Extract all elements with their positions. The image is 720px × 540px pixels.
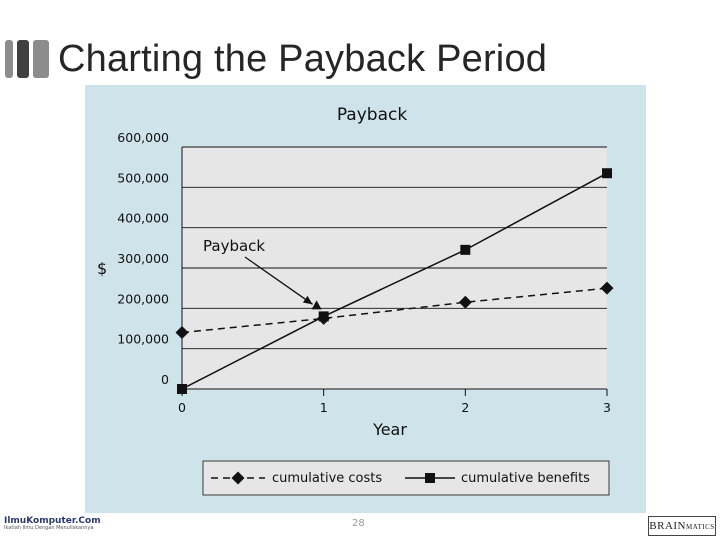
payback-chart [85, 85, 646, 513]
x-tick-label: 2 [461, 400, 470, 415]
payback-annotation-label: Payback [203, 237, 266, 255]
data-point [460, 245, 470, 255]
y-tick-label: 400,000 [117, 210, 169, 226]
y-tick-label: 100,000 [117, 331, 169, 347]
accent-bar-3 [33, 40, 49, 78]
accent-bar-2 [17, 40, 29, 78]
data-point [602, 168, 612, 178]
slide-title: Charting the Payback Period [58, 38, 548, 80]
accent-bar-1 [5, 40, 13, 78]
footer-right-logo-main: BRAIN [649, 520, 687, 532]
x-axis-label: Year [373, 420, 407, 439]
y-tick-label: 200,000 [117, 291, 169, 307]
data-point [319, 311, 329, 321]
legend-costs-label: cumulative costs [272, 471, 383, 486]
footer-right-logo [648, 516, 716, 536]
legend-benefits-label: cumulative benefits [461, 471, 590, 486]
footer-left-logo-text: IlmuKomputer.Com [4, 516, 101, 526]
footer-left-tagline: Ikatlah Ilmu Dengan Menuliskannya [4, 525, 94, 531]
page-number: 28 [352, 518, 365, 529]
y-axis-label: $ [97, 259, 108, 278]
y-tick-label: 500,000 [117, 170, 169, 186]
data-point [177, 384, 187, 394]
x-tick-label: 0 [178, 400, 186, 415]
y-tick-label: 300,000 [117, 251, 169, 266]
legend-benefits-marker [425, 473, 435, 483]
footer-right-logo-suffix: MATICS [686, 523, 715, 531]
y-tick-label: 600,000 [117, 130, 169, 145]
x-tick-label: 3 [603, 400, 611, 415]
footer-left-logo [4, 516, 101, 531]
y-tick-label: 0 [161, 372, 169, 387]
chart-title: Payback [336, 105, 408, 125]
x-tick-label: 1 [319, 400, 328, 415]
